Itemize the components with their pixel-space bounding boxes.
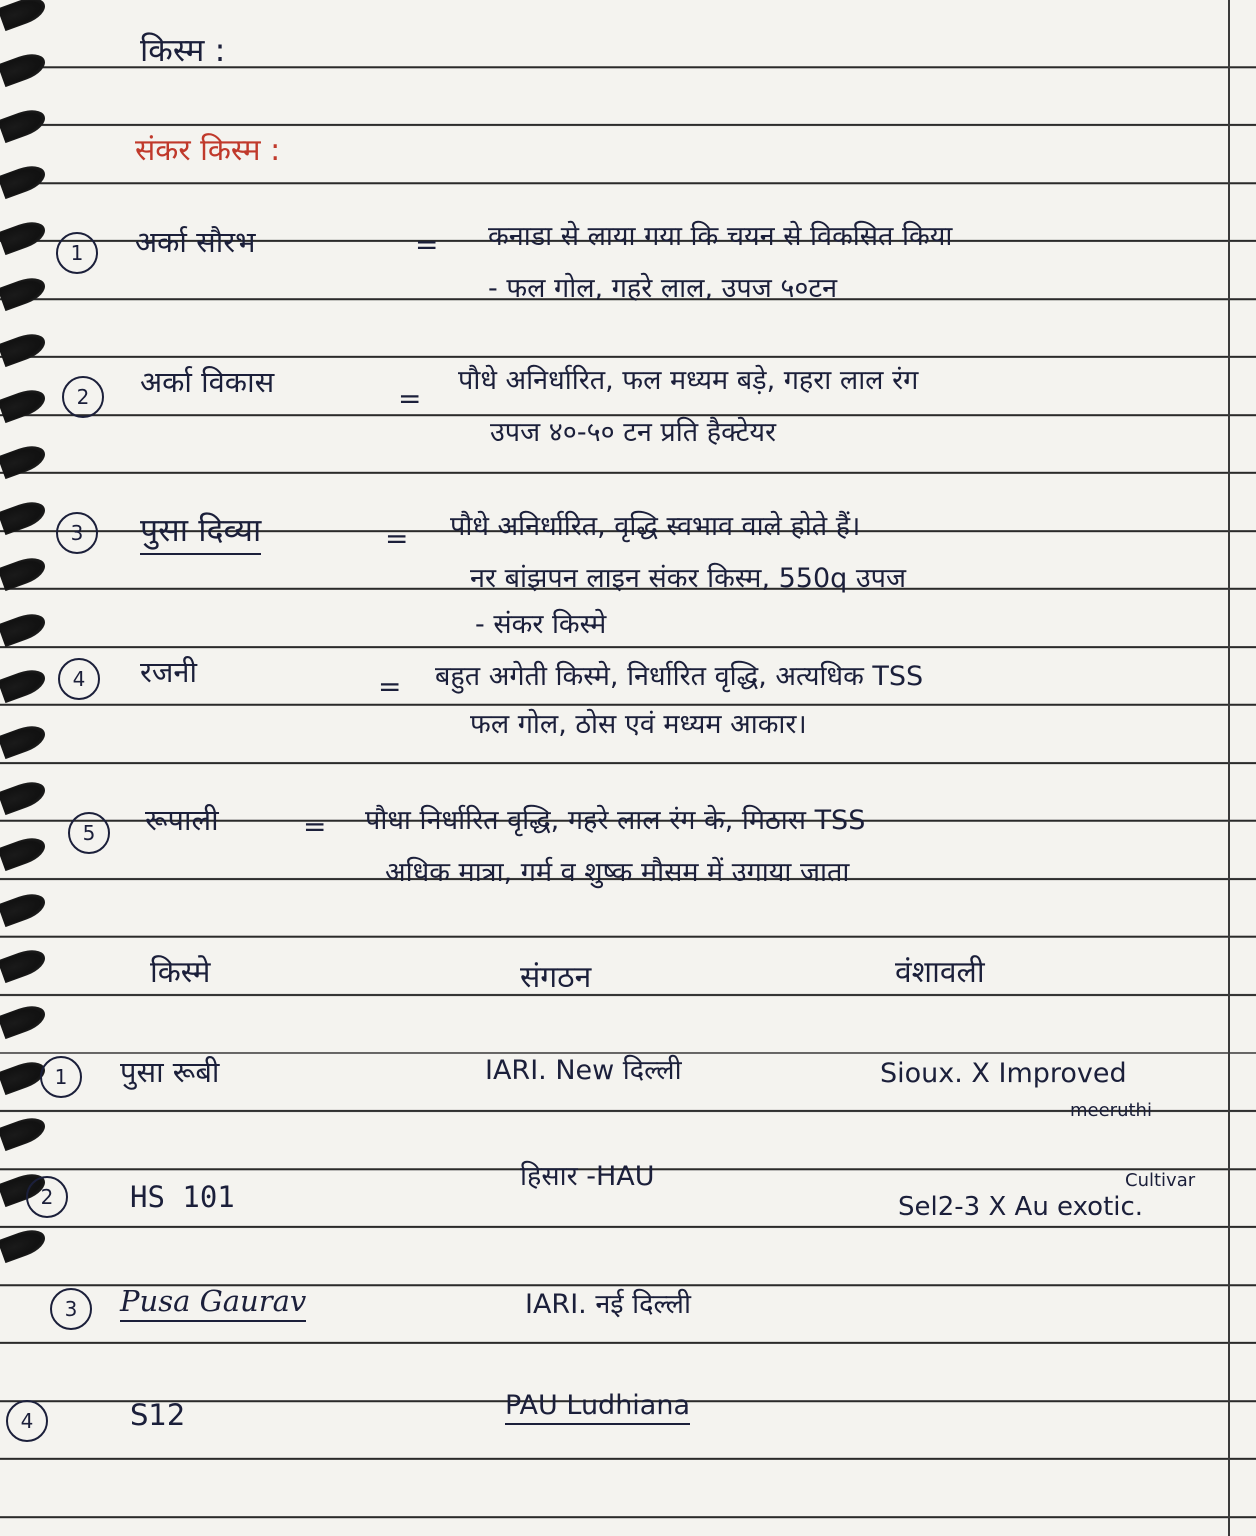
table-header-organization: संगठन	[520, 960, 592, 995]
table-cell-variety: पुसा रूबी	[120, 1055, 220, 1089]
variety-name: रजनी	[140, 655, 197, 689]
equals-sign: =	[385, 522, 409, 555]
equals-sign: =	[398, 382, 422, 415]
variety-desc-line1: पौधे अनिर्धारित, वृद्धि स्वभाव वाले होते हैं।	[450, 511, 861, 542]
table-cell-pedigree: Sioux. X Improved	[880, 1058, 1127, 1089]
table-header-variety: किस्मे	[150, 955, 211, 990]
table-cell-organization: IARI. New दिल्ली	[485, 1055, 682, 1086]
table-cell-organization: PAU Ludhiana	[505, 1390, 690, 1425]
table-row-number: 3	[50, 1288, 92, 1330]
variety-desc-line2: नर बांझपन लाइन संकर किस्म, 550q उपज	[470, 563, 907, 594]
table-row-number: 4	[6, 1400, 48, 1442]
item-number: 5	[68, 812, 110, 854]
table-cell-variety: S12	[130, 1398, 186, 1432]
margin-line	[1228, 0, 1230, 1536]
variety-name: अर्का सौरभ	[135, 225, 256, 259]
table-cell-organization: हिसार -HAU	[520, 1161, 655, 1192]
variety-name: रूपाली	[145, 803, 219, 837]
table-row-number: 1	[40, 1056, 82, 1098]
equals-sign: =	[378, 670, 402, 703]
table-cell-pedigree-note: meeruthi	[1070, 1100, 1152, 1121]
table-cell-pedigree: Sel2-3 X Au exotic.	[898, 1192, 1144, 1222]
variety-desc-line1: बहुत अगेती किस्मे, निर्धारित वृद्धि, अत्यधिक TSS	[435, 661, 924, 692]
variety-desc-line1: कनाडा से लाया गया कि चयन से विकसित किया	[488, 221, 953, 252]
variety-desc-line2: अधिक मात्रा, गर्म व शुष्क मौसम में उगाया जाता	[385, 857, 850, 888]
item-number: 3	[56, 512, 98, 554]
variety-desc-line2: - फल गोल, गहरे लाल, उपज ५०टन	[488, 273, 838, 304]
variety-name: पुसा दिव्या	[140, 508, 261, 555]
variety-desc-line1: पौधा निर्धारित वृद्धि, गहरे लाल रंग के, मिठास TSS	[365, 805, 866, 836]
table-row-number: 2	[26, 1176, 68, 1218]
item-number: 2	[62, 376, 104, 418]
item-number: 1	[56, 232, 98, 274]
variety-desc-line2: उपज ४०-५० टन प्रति हैक्टेयर	[490, 417, 777, 448]
table-cell-variety: Pusa Gaurav	[120, 1284, 306, 1322]
equals-sign: =	[303, 810, 327, 843]
table-cell-variety: HS 101	[130, 1180, 235, 1214]
table-header-pedigree: वंशावली	[895, 955, 985, 990]
table-cell-pedigree-note: Cultivar	[1125, 1170, 1196, 1191]
variety-desc-line1: पौधे अनिर्धारित, फल मध्यम बड़े, गहरा लाल रंग	[458, 365, 919, 396]
variety-desc-line2: फल गोल, ठोस एवं मध्यम आकार।	[470, 709, 807, 740]
equals-sign: =	[415, 228, 439, 261]
section-heading: संकर किस्म :	[135, 133, 281, 168]
page-title: किस्म :	[140, 31, 226, 69]
table-cell-organization: IARI. नई दिल्ली	[525, 1289, 691, 1320]
variety-desc-line3: - संकर किस्मे	[475, 609, 607, 640]
item-number: 4	[58, 658, 100, 700]
variety-name: अर्का विकास	[140, 365, 275, 399]
